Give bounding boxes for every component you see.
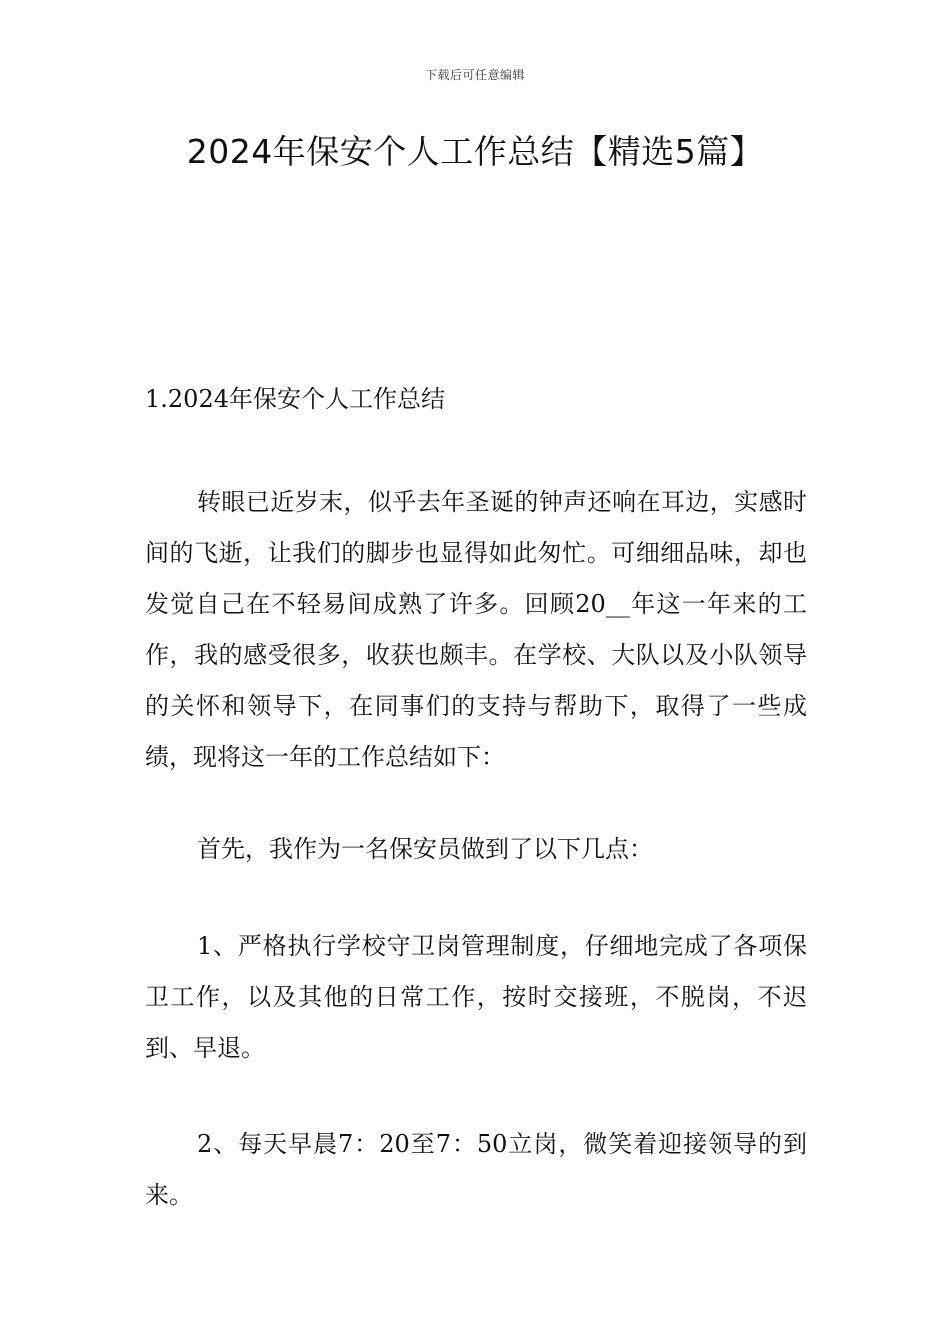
section-heading: 1.2024年保安个人工作总结: [145, 385, 445, 413]
paragraph-first-points: 首先，我作为一名保安员做到了以下几点：: [197, 835, 653, 863]
paragraph-intro: 转眼已近岁末，似乎去年圣诞的钟声还响在耳边，实感时间的飞逝，让我们的脚步也显得如此匆忙。可细细品味，却也发觉自己在不轻易间成熟了许多。回顾20__年这一年来的工作，我的感受很多，收获也颇丰。在学校、大队以及小队领导的关怀和领导下，在同事们的支持与帮助下，取得了一些成绩，现将这一年的工作总结如下：: [145, 488, 807, 771]
paragraph-item-1: 1、严格执行学校守卫岗管理制度，仔细地完成了各项保卫工作，以及其他的日常工作，按时交接班，不脱岗，不迟到、早退。: [145, 932, 807, 1062]
document-title: 2024年保安个人工作总结【精选5篇】: [186, 132, 764, 171]
paragraph-item-2: 2、每天早晨7：20至7：50立岗，微笑着迎接领导的到来。: [145, 1130, 807, 1209]
download-note: 下载后可任意编辑: [424, 68, 525, 82]
